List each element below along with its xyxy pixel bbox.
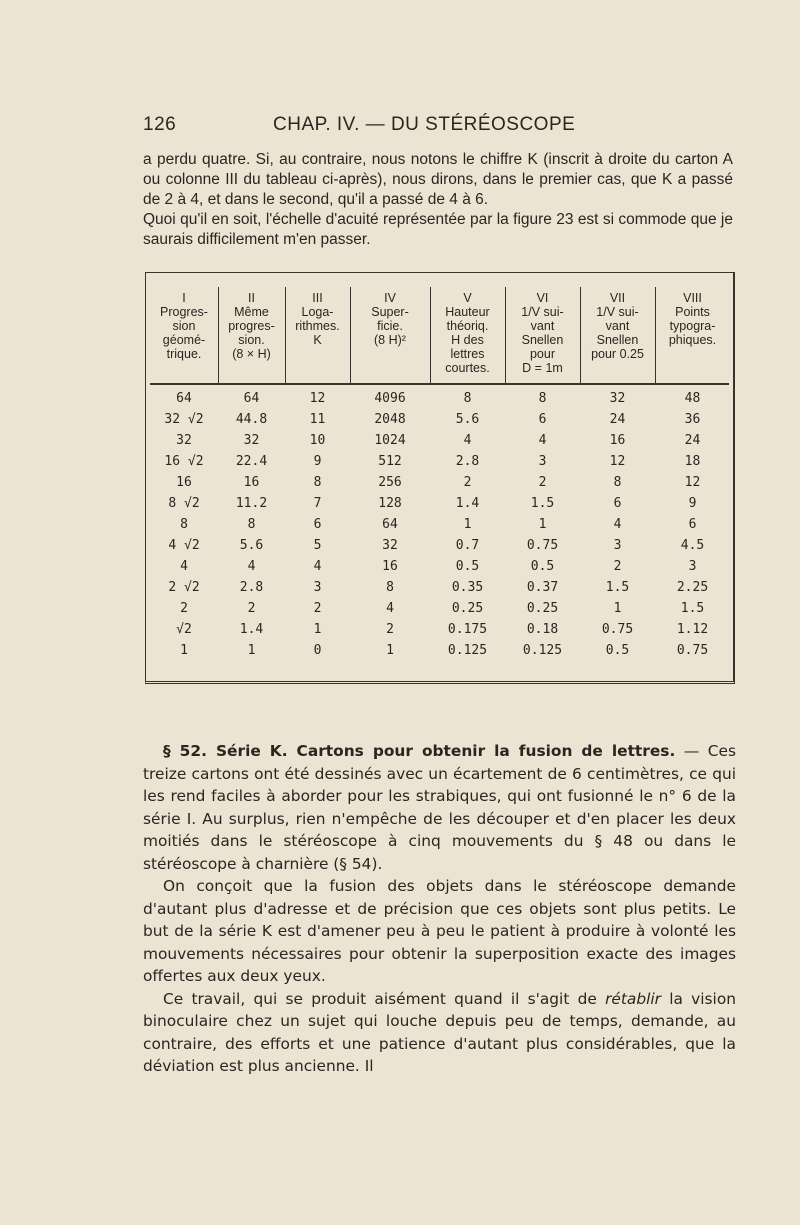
intro-paragraph-2: Quoi qu'il en soit, l'échelle d'acuité représentée par la figure 23 est si commode que je saurais difficilement m'en passer. [143,211,733,248]
table-cell: 44.8 [235,412,268,427]
table-cell: 24 [684,433,701,448]
table-cell: 2 √2 [168,580,200,595]
table-cell: 4 [463,433,472,448]
table-cell: 0.125 [522,643,563,658]
column-divider [655,287,656,383]
intro-paragraph-1: a perdu quatre. Si, au contraire, nous notons le chiffre K (inscrit à droite du carton A ou colonne III du tableau ci-après), nous dirons, dans le premier cas, que K a passé de 2 à 4, et dans le second, qu'il a passé de 4 à 6. [143,151,733,208]
column-divider [218,287,219,383]
table-cell: 16 [176,475,192,490]
table-cell: 2.25 [676,580,709,595]
table-cell: 4 [247,559,256,574]
table-cell: 0.5 [530,559,555,574]
table-cell: 64 [243,391,260,406]
table-cell: 1 [463,517,472,532]
table-cell: 4 [613,517,622,532]
column-divider [430,287,431,383]
table-cell: 1.5 [530,496,555,511]
emphasis-retablir: rétablir [605,989,661,1008]
table-cell: 2 [386,622,394,637]
table-cell: 6 [538,412,547,427]
table-cell: 0.35 [451,580,484,595]
table-cell: 8 [613,475,622,490]
page-number: 126 [143,114,177,135]
header-rule [150,383,729,385]
table-cell: √2 [176,622,192,637]
table-cell: 7 [313,496,322,511]
table-cell: 0.7 [455,538,480,553]
table-cell: 0.5 [605,643,630,658]
table-cell: 0 [313,643,322,658]
table-cell: 3 [688,559,697,574]
table-cell: 1 [247,643,256,658]
table-cell: 0.75 [601,622,634,637]
table-cell: 5.6 [455,412,480,427]
table-cell: 2 [313,601,322,616]
table-cell: 8 √2 [168,496,200,511]
section-paragraph-1 [143,740,736,875]
table-cell: 3 [313,580,322,595]
table-cell: 12 [309,391,326,406]
table-cell: 3 [613,538,622,553]
table-cell: 8 [247,517,256,532]
table-cell: 128 [378,496,402,511]
column-header-6: VI 1/V sui- vant Snellen pour D = 1m [521,291,564,375]
table-cell: 4 [180,559,188,574]
table-cell: 2 [463,475,472,490]
table-cell: 0.25 [526,601,559,616]
table-cell: 16 [243,475,260,490]
table-cell: 12 [609,454,626,469]
running-title: CHAP. IV. — DU STÉRÉOSCOPE [273,114,576,135]
table-cell: 512 [378,454,402,469]
table-cell: 8 [313,475,322,490]
table-cell: 0.125 [447,643,488,658]
intro-text [143,150,733,250]
section-paragraph-1-body: — Ces treize cartons ont été dessinés avec un écartement de 6 centimètres, ce qui les rend faciles à aborder pour les strabiques, qui ont fusionné le n° 6 de la série I. Au surplus, rien n'empêche de les découper et d'en placer les deux moitiés dans le stéréoscope à cinq mouvements du § 48 ou dans le stéréoscope à charnière (§ 54). [143,742,736,873]
section-paragraph-3-a: Ce travail, qui se produit aisément quand il s'agit de [163,989,606,1008]
column-divider [285,287,286,383]
table-cell: 36 [684,412,701,427]
table-cell: 32 √2 [164,412,204,427]
table-cell: 1 [313,622,322,637]
table-cell: 2.8 [455,454,480,469]
table-cell: 6 [688,517,697,532]
table-cell: 9 [313,454,322,469]
table-cell: 32 [609,391,626,406]
table-cell: 64 [176,391,192,406]
table-cell: 9 [688,496,697,511]
section-paragraph-2: On conçoit que la fusion des objets dans le stéréoscope demande d'autant plus d'adresse et de précision que ces objets sont plus petits. Le but de la série K est d'amener peu à peu le patient à produire à volonté les mouvements nécessaires pour obtenir la superposition exacte des images offertes aux deux yeux. [143,877,736,985]
table-cell: 1.5 [680,601,705,616]
table-cell: 1.4 [455,496,480,511]
table-cell: 64 [382,517,398,532]
table-cell: 16 [609,433,626,448]
table-cell: 5.6 [239,538,264,553]
table-cell: 11.2 [235,496,268,511]
column-header-8: VIII Points typogra- phiques. [668,291,717,347]
table-cell: 16 [382,559,398,574]
table-cell: 1.5 [605,580,630,595]
table-cell: 256 [378,475,402,490]
table-cell: 4096 [374,391,406,406]
table-cell: 0.175 [447,622,488,637]
section-paragraph-3-b: la vision binoculaire chez un sujet qui louche depuis peu de temps, demande, au contraire, des efforts et une patience d'autant plus considérables, que la déviation est plus ancienne. Il [143,989,736,1075]
table-cell: 2 [538,475,547,490]
table-cell: 12 [684,475,701,490]
table-cell: 1 [613,601,622,616]
table-cell: 11 [309,412,326,427]
table-cell: 0.25 [451,601,484,616]
section-number: § 52. [163,742,207,760]
section-heading: Série K. Cartons pour obtenir la fusion de lettres. [215,742,676,760]
table-cell: 48 [684,391,701,406]
table-cell: 32 [176,433,192,448]
table-cell: 1 [180,643,188,658]
column-divider [580,287,581,383]
data-table [145,272,735,684]
column-header-7: VII 1/V sui- vant Snellen pour 0.25 [591,291,644,361]
column-header-5: V Hauteur théoriq. H des lettres courtes. [445,291,490,375]
table-cell: 1.4 [239,622,264,637]
table-cell: 10 [309,433,326,448]
table-cell: 8 [538,391,547,406]
table-cell: 1 [386,643,394,658]
table-cell: 2 [613,559,622,574]
table-cell: 32 [382,538,398,553]
table-cell: 0.75 [676,643,709,658]
table-cell: 0.37 [526,580,559,595]
table-cell: 24 [609,412,626,427]
column-header-1: I Progres- sion géomé- trique. [160,291,208,361]
table-cell: 4 √2 [168,538,200,553]
table-cell: 6 [313,517,322,532]
table-cell: 4 [386,601,394,616]
table-cell: 4 [538,433,547,448]
table-cell: 2048 [374,412,406,427]
table-cell: 0.5 [455,559,480,574]
table-cell: 2.8 [239,580,264,595]
table-cell: 3 [538,454,547,469]
table-cell: 5 [313,538,322,553]
table-cell: 18 [684,454,701,469]
table-cell: 2 [247,601,256,616]
table-cell: 0.18 [526,622,559,637]
table-cell: 8 [386,580,394,595]
column-divider [350,287,351,383]
table-cell: 6 [613,496,622,511]
column-header-2: II Même progres- sion. (8 × H) [228,291,275,361]
section-52 [143,740,736,1078]
table-cell: 8 [463,391,472,406]
table-cell: 2 [180,601,188,616]
table-cell: 8 [180,517,188,532]
column-divider [505,287,506,383]
table-cell: 1 [538,517,547,532]
column-header-4: IV Super- ficie. (8 H)² [371,291,409,347]
table-body [150,279,729,675]
table-cell: 4.5 [680,538,705,553]
table-cell: 0.75 [526,538,559,553]
section-paragraph-3 [143,988,736,1078]
table-cell: 32 [243,433,260,448]
table-cell: 4 [313,559,322,574]
table-cell: 16 √2 [164,454,204,469]
table-cell: 22.4 [235,454,268,469]
column-header-3: III Loga- rithmes. K [295,291,340,347]
table-cell: 1024 [374,433,406,448]
table-cell: 1.12 [676,622,709,637]
